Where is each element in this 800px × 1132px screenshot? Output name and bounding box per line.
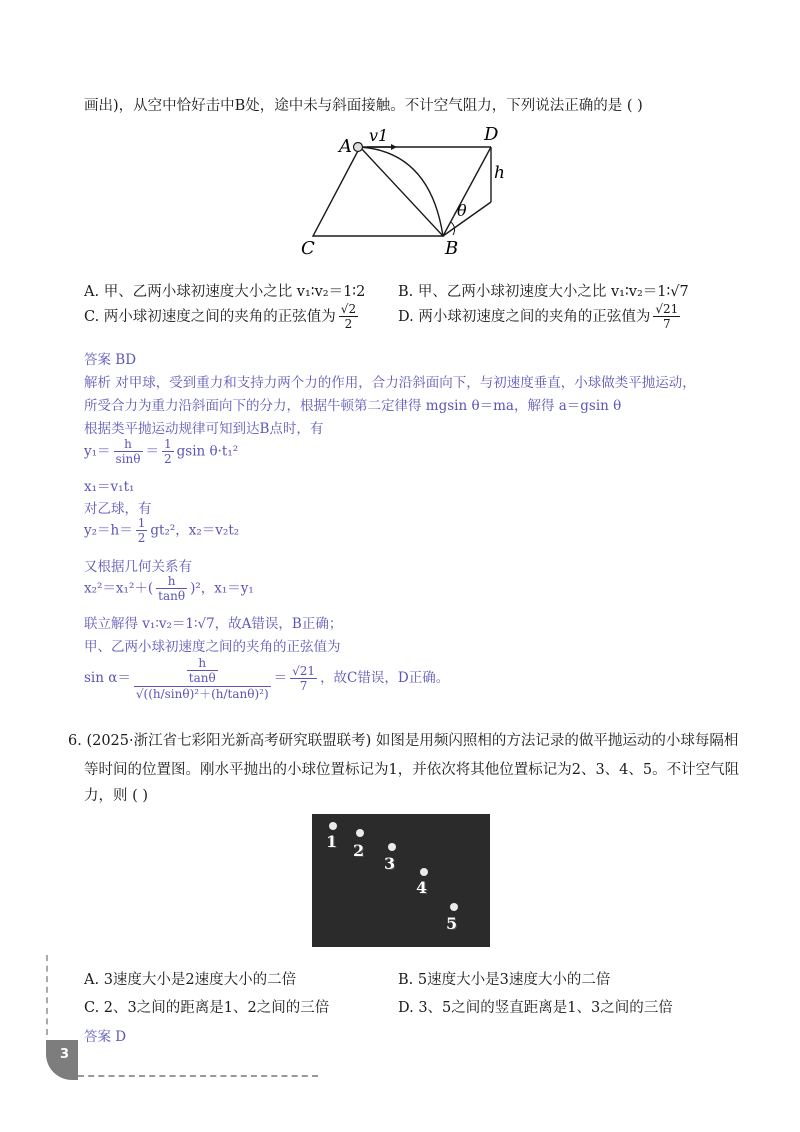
ball-2 [356,829,364,837]
margin-dashed-line [46,955,48,1035]
q5-option-c: C. 两小球初速度之间的夹角的正弦值为 $\frac{√2}{2}$ [84,302,357,332]
ball-label-1: 1 [326,832,338,851]
footer-dashed-line [78,1075,318,1077]
q5-analysis-line-3: 根据类平抛运动规律可知到达B点时，有 [84,421,324,437]
q6-option-b: B. 5速度大小是3速度大小的二倍 [398,972,611,988]
q5-answer: 答案 BD [84,352,137,368]
ball-3 [388,843,396,851]
ball-label-5: 5 [446,914,458,933]
ball-label-4: 4 [416,878,428,897]
q5-line-yi: 对乙球，有 [84,501,152,517]
q6-line-1: 6. (2025·浙江省七彩阳光新高考研究联盟联考) 如图是用频闪照相的方法记录的做平抛运动的小球每隔相 [68,733,739,749]
q5-analysis-line-2: 所受合力为重力沿斜面向下的分力，根据牛顿第二定律得 mgsin θ＝ma，解得 a＝gsin θ [84,398,622,414]
label-B: B [445,238,459,259]
label-v1: v1 [369,126,389,145]
ball-label-2: 2 [353,841,365,860]
page-number: 3 [60,1047,70,1062]
q5-stem-tail: 画出)，从空中恰好击中B处，途中未与斜面接触。不计空气阻力，下列说法正确的是 ( ) [84,98,643,114]
q5-line-solve: 联立解得 v₁∶v₂＝1∶√7，故A错误，B正确； [84,616,343,632]
q5-analysis-line-1: 解析 对甲球，受到重力和支持力两个力的作用，合力沿斜面向下，与初速度垂直，小球做类平抛运动， [84,375,696,391]
q5-eq-5: sin α＝ $\frac{\frac{h}{\tan\theta}}{\text{√((h/sinθ)²＋(h/tanθ)²)}}$ ＝ $\frac{√21}{7}$ ，故C错误，D正确。 [84,656,450,701]
incline-figure [295,122,515,262]
q5-eq-1: y₁＝ $\frac{h}{\sin\theta}$ ＝ $\frac{1}{2}$ gsin θ·t₁² [84,437,239,467]
q5-line-geo: 又根据几何关系有 [84,559,192,575]
q6-answer: 答案 D [84,1029,127,1045]
q5-eq-2: x₁＝v₁t₁ [84,479,135,495]
q6-option-a: A. 3速度大小是2速度大小的二倍 [84,972,297,988]
q6-line-2: 等时间的位置图。刚水平抛出的小球位置标记为1，并依次将其他位置标记为2、3、4、5。不计空气阻 [84,762,740,778]
ball-4 [420,868,428,876]
label-A: A [339,136,352,157]
q5-option-d: D. 两小球初速度之间的夹角的正弦值为 $\frac{√21}{7}$ [398,302,679,332]
q6-option-d: D. 3、5之间的竖直距离是1、3之间的三倍 [398,1000,673,1016]
label-D: D [484,124,499,145]
strobe-photo [312,814,490,947]
q5-eq-4: x₂²＝x₁²＋( $\frac{h}{\tan\theta}$ )²，x₁＝y₁ [84,574,254,604]
ball-5 [450,903,458,911]
q5-option-a: A. 甲、乙两小球初速度大小之比 v₁∶v₂＝1∶2 [84,284,366,300]
q5-eq-3: y₂＝h＝ $\frac{1}{2}$ gt₂²，x₂＝v₂t₂ [84,516,240,546]
label-h: h [494,163,505,183]
label-C: C [301,238,315,259]
ball-1 [329,822,337,830]
q6-option-c: C. 2、3之间的距离是1、2之间的三倍 [84,1000,330,1016]
q5-option-b: B. 甲、乙两小球初速度大小之比 v₁∶v₂＝1∶√7 [398,284,689,300]
ball-label-3: 3 [384,854,396,873]
label-theta: θ [457,201,467,220]
q5-line-sin: 甲、乙两小球初速度之间的夹角的正弦值为 [84,639,341,655]
q6-line-3: 力，则 ( ) [84,788,149,804]
